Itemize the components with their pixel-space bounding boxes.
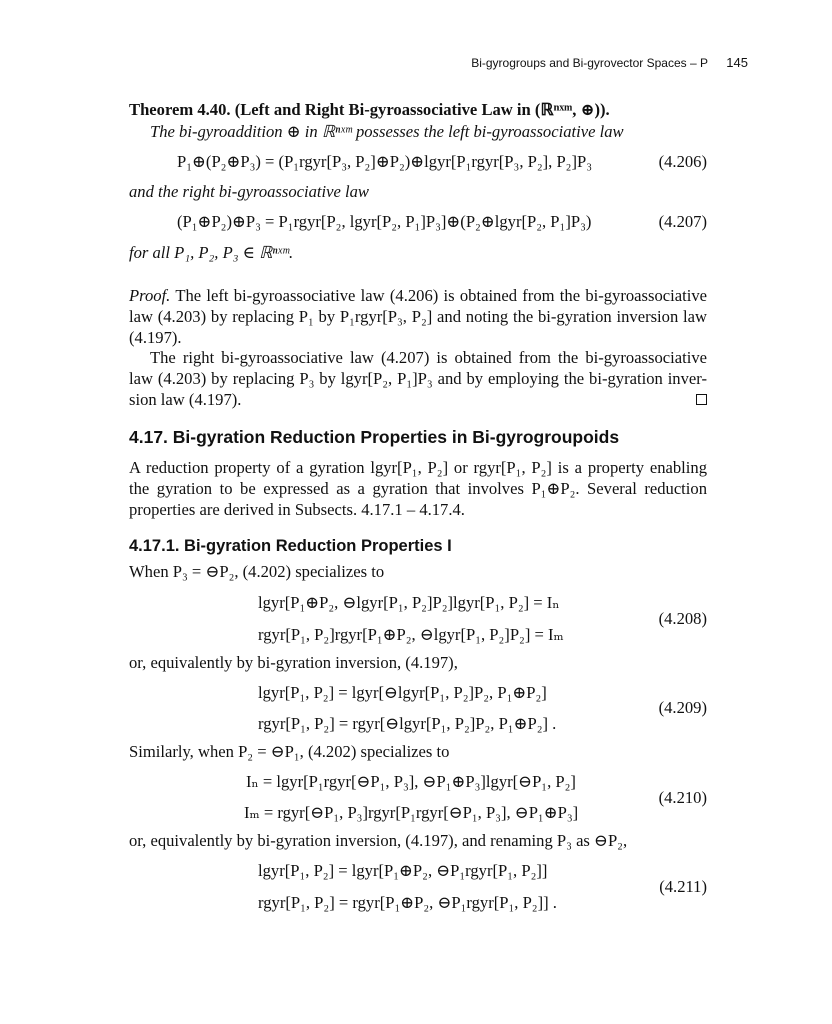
proof-line-2: law (4.203) by replacing P₁ by P₁rgyr[P₃, P₂] and noting the bi-gyration inversion law	[129, 307, 707, 326]
section-line-3: properties are derived in Subsects. 4.17.1 – 4.17.4.	[129, 500, 465, 519]
equation-number-4-210: (4.210)	[658, 788, 707, 807]
equation-4-208-rgyr: rgyr[P₁, P₂]rgyr[P₁⊕P₂, ⊖lgyr[P₁, P₂]P₂] = Iₘ	[258, 625, 564, 644]
running-title: Bi-gyrogroups and Bi-gyrovector Spaces – P	[471, 56, 708, 70]
equation-number-4-208: (4.208)	[658, 609, 707, 628]
theorem-end-text: for all P₁, P₂, P₃ ∈ ℝⁿˣᵐ.	[129, 243, 294, 262]
equation-4-211-lgyr: lgyr[P₁, P₂] = lgyr[P₁⊕P₂, ⊖P₁rgyr[P₁, P₂]]	[258, 861, 548, 880]
equation-4-207: (P₁⊕P₂)⊕P₃ = P₁rgyr[P₂, lgyr[P₂, P₁]P₃]⊕(P₂⊕lgyr[P₂, P₁]P₃)	[177, 212, 592, 231]
subsection-text-3: Similarly, when P₂ = ⊖P₁, (4.202) specializes to	[129, 742, 450, 761]
proof-line-1: Proof. The left bi-gyroassociative law (4.206) is obtained from the bi-gyroassociative	[129, 286, 707, 305]
equation-4-206: P₁⊕(P₂⊕P₃) = (P₁rgyr[P₃, P₂]⊕P₂)⊕lgyr[P₁rgyr[P₃, P₂], P₂]P₃	[177, 152, 593, 171]
proof-line-4: The right bi-gyroassociative law (4.207) is obtained from the bi-gyroassociative	[150, 348, 707, 367]
equation-4-209-lgyr: lgyr[P₁, P₂] = lgyr[⊖lgyr[P₁, P₂]P₂, P₁⊕P₂]	[258, 683, 547, 702]
subsection-text-1: When P₃ = ⊖P₂, (4.202) specializes to	[129, 562, 385, 581]
proof-label: Proof.	[129, 286, 171, 305]
proof-line-3: (4.197).	[129, 328, 182, 347]
equation-number-4-209: (4.209)	[658, 698, 707, 717]
equation-number-4-207: (4.207)	[658, 212, 707, 231]
proof-line-5: law (4.203) by replacing P₃ by lgyr[P₂, P₁]P₃ and by employing the bi-gyration inver-	[129, 369, 707, 388]
subsection-text-4: or, equivalently by bi-gyration inversion, (4.197), and renaming P₃ as ⊖P₂,	[129, 831, 628, 850]
subsection-heading: 4.17.1. Bi-gyration Reduction Properties I	[129, 537, 452, 555]
proof-line-6: sion law (4.197).	[129, 390, 242, 409]
equation-number-4-211: (4.211)	[659, 877, 707, 896]
section-line-1: A reduction property of a gyration lgyr[P₁, P₂] or rgyr[P₁, P₂] is a property enabling	[129, 458, 707, 477]
theorem-mid-text: and the right bi-gyroassociative law	[129, 182, 369, 201]
equation-4-208-lgyr: lgyr[P₁⊕P₂, ⊖lgyr[P₁, P₂]P₂]lgyr[P₁, P₂] = Iₙ	[258, 593, 560, 612]
section-heading: 4.17. Bi-gyration Reduction Properties in Bi-gyrogroupoids	[129, 427, 620, 447]
equation-4-210-lm: Iₘ = rgyr[⊖P₁, P₃]rgyr[P₁rgyr[⊖P₁, P₃], ⊖P₁⊕P₃]	[244, 803, 579, 822]
theorem-intro: The bi-gyroaddition ⊕ in ℝⁿˣᵐ possesses the left bi-gyroassociative law	[150, 122, 624, 141]
equation-4-211-rgyr: rgyr[P₁, P₂] = rgyr[P₁⊕P₂, ⊖P₁rgyr[P₁, P₂]] .	[258, 893, 557, 912]
page-number: 145	[726, 55, 748, 70]
equation-number-4-206: (4.206)	[658, 152, 707, 171]
theorem-title: Theorem 4.40. (Left and Right Bi-gyroassociative Law in (ℝⁿˣᵐ, ⊕)).	[129, 100, 610, 119]
equation-4-210-ln: Iₙ = lgyr[P₁rgyr[⊖P₁, P₃], ⊖P₁⊕P₃]lgyr[⊖P₁, P₂]	[246, 772, 576, 791]
equation-4-209-rgyr: rgyr[P₁, P₂] = rgyr[⊖lgyr[P₁, P₂]P₂, P₁⊕P₂] .	[258, 714, 557, 733]
subsection-text-2: or, equivalently by bi-gyration inversion, (4.197),	[129, 653, 458, 672]
running-header	[0, 52, 832, 72]
qed-box-icon	[696, 394, 707, 405]
section-line-2: the gyration to be expressed as a gyration that involves P₁⊕P₂. Several reduction	[129, 479, 707, 498]
